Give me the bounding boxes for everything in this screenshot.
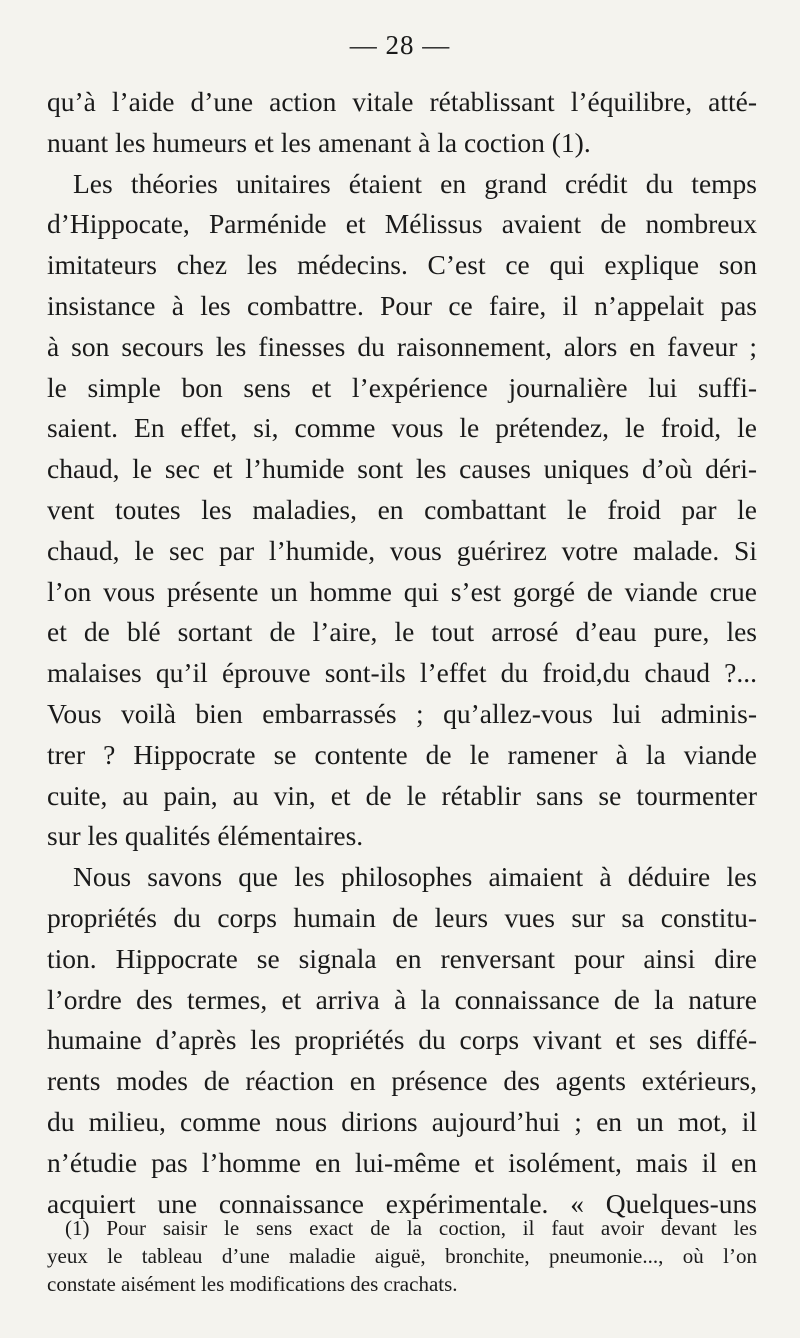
text-line: le simple bon sens et l’expérience journalière lui suffi-: [47, 371, 757, 403]
text-line: humaine d’après les propriétés du corps vivant et ses diffé-: [47, 1024, 757, 1056]
text-line: cuite, au pain, au vin, et de le rétablir sans se tourmenter: [47, 779, 757, 811]
text-line: l’on vous présente un homme qui s’est gorgé de viande crue: [47, 575, 757, 607]
text-line: tion. Hippocrate se signala en renversant pour ainsi dire: [47, 942, 757, 974]
text-line: nuant les humeurs et les amenant à la coction (1).: [47, 126, 591, 158]
text-line: qu’à l’aide d’une action vitale rétablissant l’équilibre, atté-: [47, 86, 757, 117]
text-line: et de blé sortant de l’aire, le tout arrosé d’eau pure, les: [47, 616, 757, 648]
text-line: propriétés du corps humain de leurs vues sur sa constitu-: [47, 901, 757, 933]
text-line: chaud, le sec et l’humide sont les causes uniques d’où déri-: [47, 453, 757, 485]
text-line: acquiert une connaissance expérimentale. « Quelques-uns: [47, 1187, 757, 1219]
text-line: à son secours les finesses du raisonnement, alors en faveur ;: [47, 330, 757, 362]
footnote-line: yeux le tableau d’une maladie aiguë, bronchite, pneumonie..., où l’on: [47, 1244, 757, 1268]
footnote-line: constate aisément les modifications des crachats.: [47, 1272, 458, 1296]
text-line: chaud, le sec par l’humide, vous guérirez votre malade. Si: [47, 534, 757, 566]
text-line: n’étudie pas l’homme en lui-même et isolément, mais il en: [47, 1146, 757, 1178]
text-line: vent toutes les maladies, en combattant le froid par le: [47, 493, 757, 525]
text-line: malaises qu’il éprouve sont-ils l’effet du froid,du chaud ?...: [47, 657, 757, 689]
text-line: sur les qualités élémentaires.: [47, 820, 364, 852]
text-line: d’Hippocate, Parménide et Mélissus avaient de nombreux: [47, 208, 757, 240]
body-text: [47, 82, 757, 1224]
text-line: Les théories unitaires étaient en grand crédit du temps: [73, 167, 757, 199]
text-line: Vous voilà bien embarrassés ; qu’allez-vous lui adminis-: [47, 697, 757, 729]
text-line: trer ? Hippocrate se contente de le ramener à la viande: [47, 738, 757, 770]
text-line: saient. En effet, si, comme vous le prétendez, le froid, le: [47, 412, 757, 444]
text-line: insistance à les combattre. Pour ce faire, il n’appelait pas: [47, 289, 757, 321]
text-line: Nous savons que les philosophes aimaient à déduire les: [73, 861, 757, 893]
text-line: imitateurs chez les médecins. C’est ce qui explique son: [47, 249, 757, 281]
text-line: l’ordre des termes, et arriva à la connaissance de la nature: [47, 983, 757, 1015]
text-line: rents modes de réaction en présence des agents extérieurs,: [47, 1065, 757, 1097]
page-number: — 28 —: [349, 30, 451, 60]
text-line: du milieu, comme nous dirions aujourd’hui ; en un mot, il: [47, 1105, 757, 1137]
footnote: [47, 1214, 757, 1298]
footnote-line: (1) Pour saisir le sens exact de la coction, il faut avoir devant les: [65, 1216, 757, 1240]
